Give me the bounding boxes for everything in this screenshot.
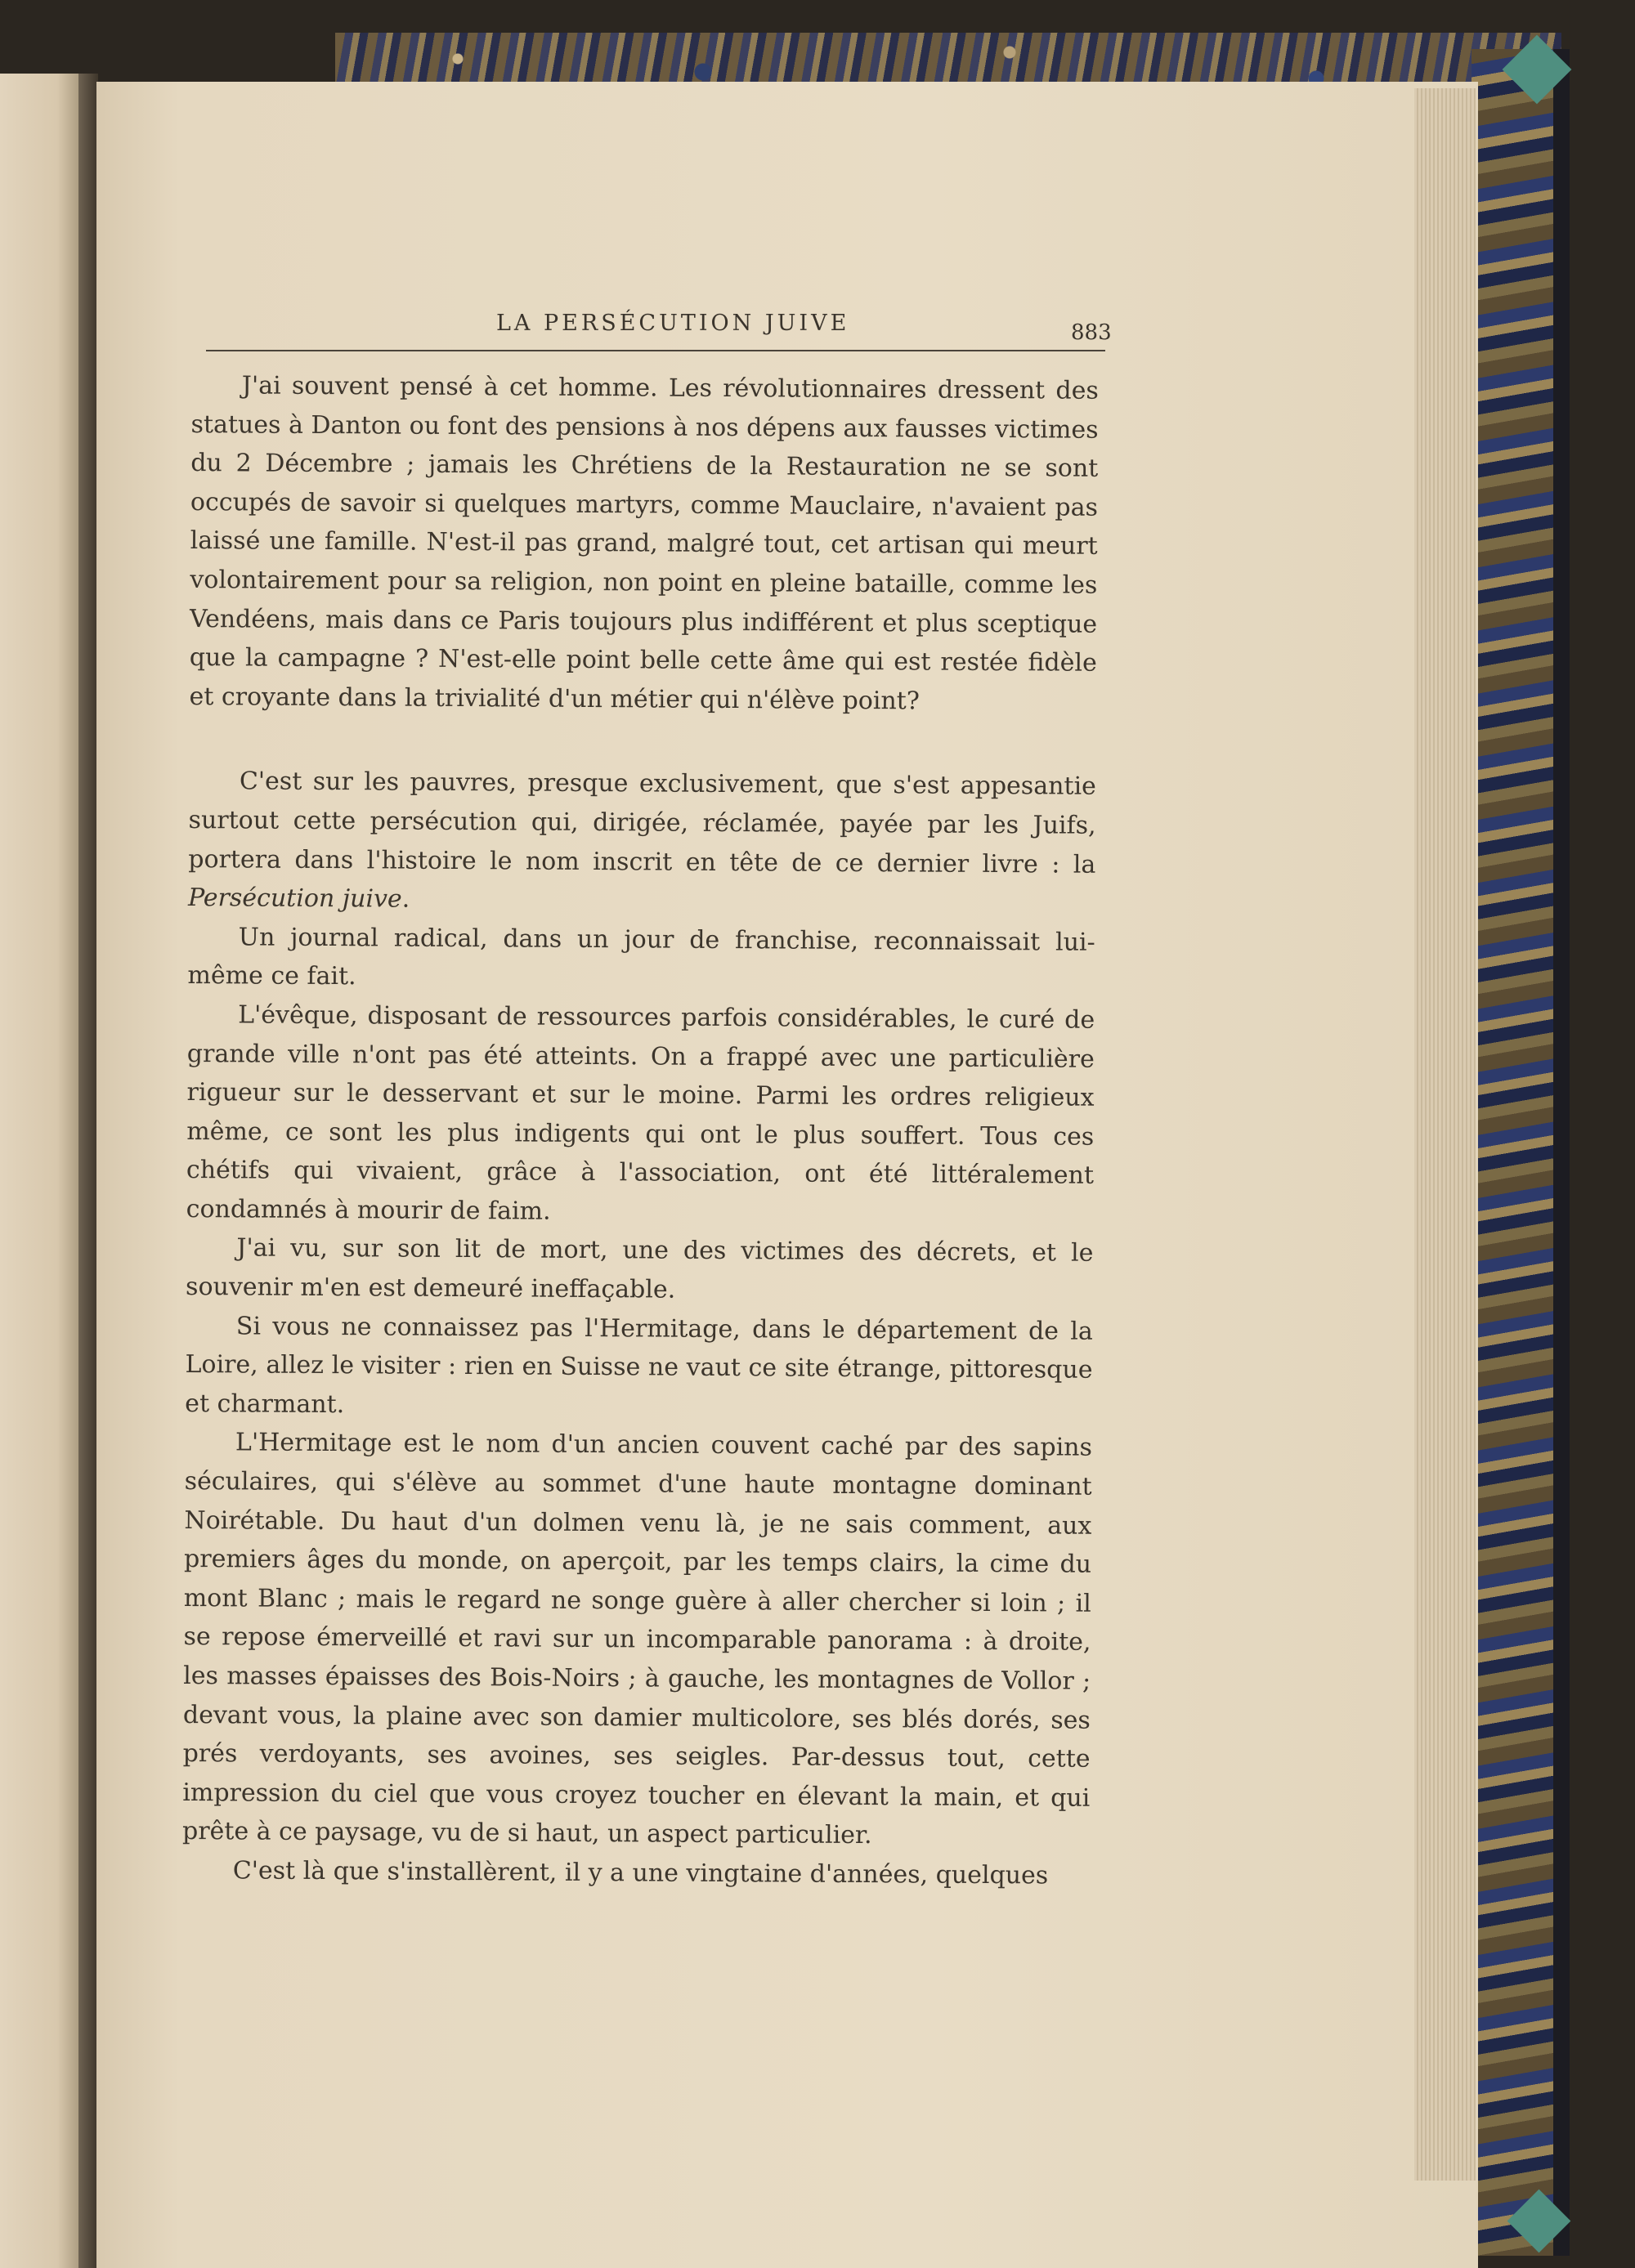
running-header <box>206 311 1112 351</box>
paragraph: Un journal radical, dans un jour de franchise, reconnaissait lui-même ce fait. <box>187 923 1095 991</box>
book-gutter <box>78 74 98 2268</box>
book-title-italic: Persécution juive <box>187 883 402 914</box>
running-title: LA PERSÉCUTION JUIVE <box>496 311 850 336</box>
previous-page-edge <box>0 74 82 2268</box>
header-rule <box>206 350 1105 351</box>
page-number: 883 <box>1071 320 1112 345</box>
book-cover-right <box>1472 49 1570 2256</box>
paragraph-text: . <box>401 884 410 914</box>
paragraph: J'ai vu, sur son lit de mort, une des victimes des décrets, et le souvenir m'en est demeuré ineffaçable. <box>186 1233 1094 1304</box>
paragraph: C'est là que s'installèrent, il y a une vingtaine d'années, quelques <box>232 1856 1049 1890</box>
body-text <box>182 366 1099 1895</box>
paragraph: Si vous ne connaissez pas l'Hermitage, dans le département de la Loire, allez le visiter : rien en Suisse ne vaut ce site étrange, pittoresque et charmant. <box>185 1312 1093 1420</box>
paragraph: L'Hermitage est le nom d'un ancien couvent caché par des sapins séculaires, qui s'élève au sommet d'une haute montagne dominant Noirétable. Du haut d'un dolmen venu là, je ne sais comment, aux premiers âges du monde, on aperçoit, par les temps clairs, la cime du mont Blanc ; mais le regard ne songe guère à aller chercher si loin ; il se repose émerveillé et ravi sur un incomparable panorama : à droite, les masses épaisses des Bois-Noirs ; à gauche, les montagnes de Vollor ; devant vous, la plaine avec son damier multicolore, ses blés dorés, ses prés verdoyants, ses avoines, ses seigles. Par-dessus tout, cette impression du ciel que vous croyez toucher en élevant la main, et qui prête à ce paysage, vu de si haut, un aspect particulier. <box>181 1428 1093 1850</box>
paragraph: L'évêque, disposant de ressources parfois considérables, le curé de grande ville n'ont pas été atteints. On a frappé avec une particulière rigueur sur le desservant et sur le moine. Parmi les ordres religieux même, ce sont les plus indigents qui ont le plus souffert. Tous ces chétifs qui vivaient, grâce à l'association, ont été littéralement condamnés à mourir de faim. <box>186 1000 1095 1226</box>
paragraph-text: C'est sur les pauvres, presque exclusivement, que s'est appesantie surtout cette persécution qui, dirigée, réclamée, payée par les Juifs, portera dans l'histoire le nom inscrit en tête de ce dernier livre : la <box>188 767 1096 879</box>
page-stack-edges <box>1414 88 1476 2181</box>
paragraph: J'ai souvent pensé à cet homme. Les révolutionnaires dressent des statues à Danton ou font des pensions à nos dépens aux fausses victimes du 2 Décembre ; jamais les Chrétiens de la Restauration ne se sont occupés de savoir si quelques martyrs, comme Mauclaire, n'avaient pas laissé une famille. N'est-il pas grand, malgré tout, cet artisan qui meurt volontairement pour sa religion, non point en pleine bataille, comme les Vendéens, mais dans ce Paris toujours plus indifférent et plus sceptique que la campagne ? N'est-elle point belle cette âme qui est restée fidèle et croyante dans la trivialité d'un métier qui n'élève point? <box>189 371 1099 716</box>
paragraph <box>188 762 1096 923</box>
section-break <box>189 716 1096 767</box>
